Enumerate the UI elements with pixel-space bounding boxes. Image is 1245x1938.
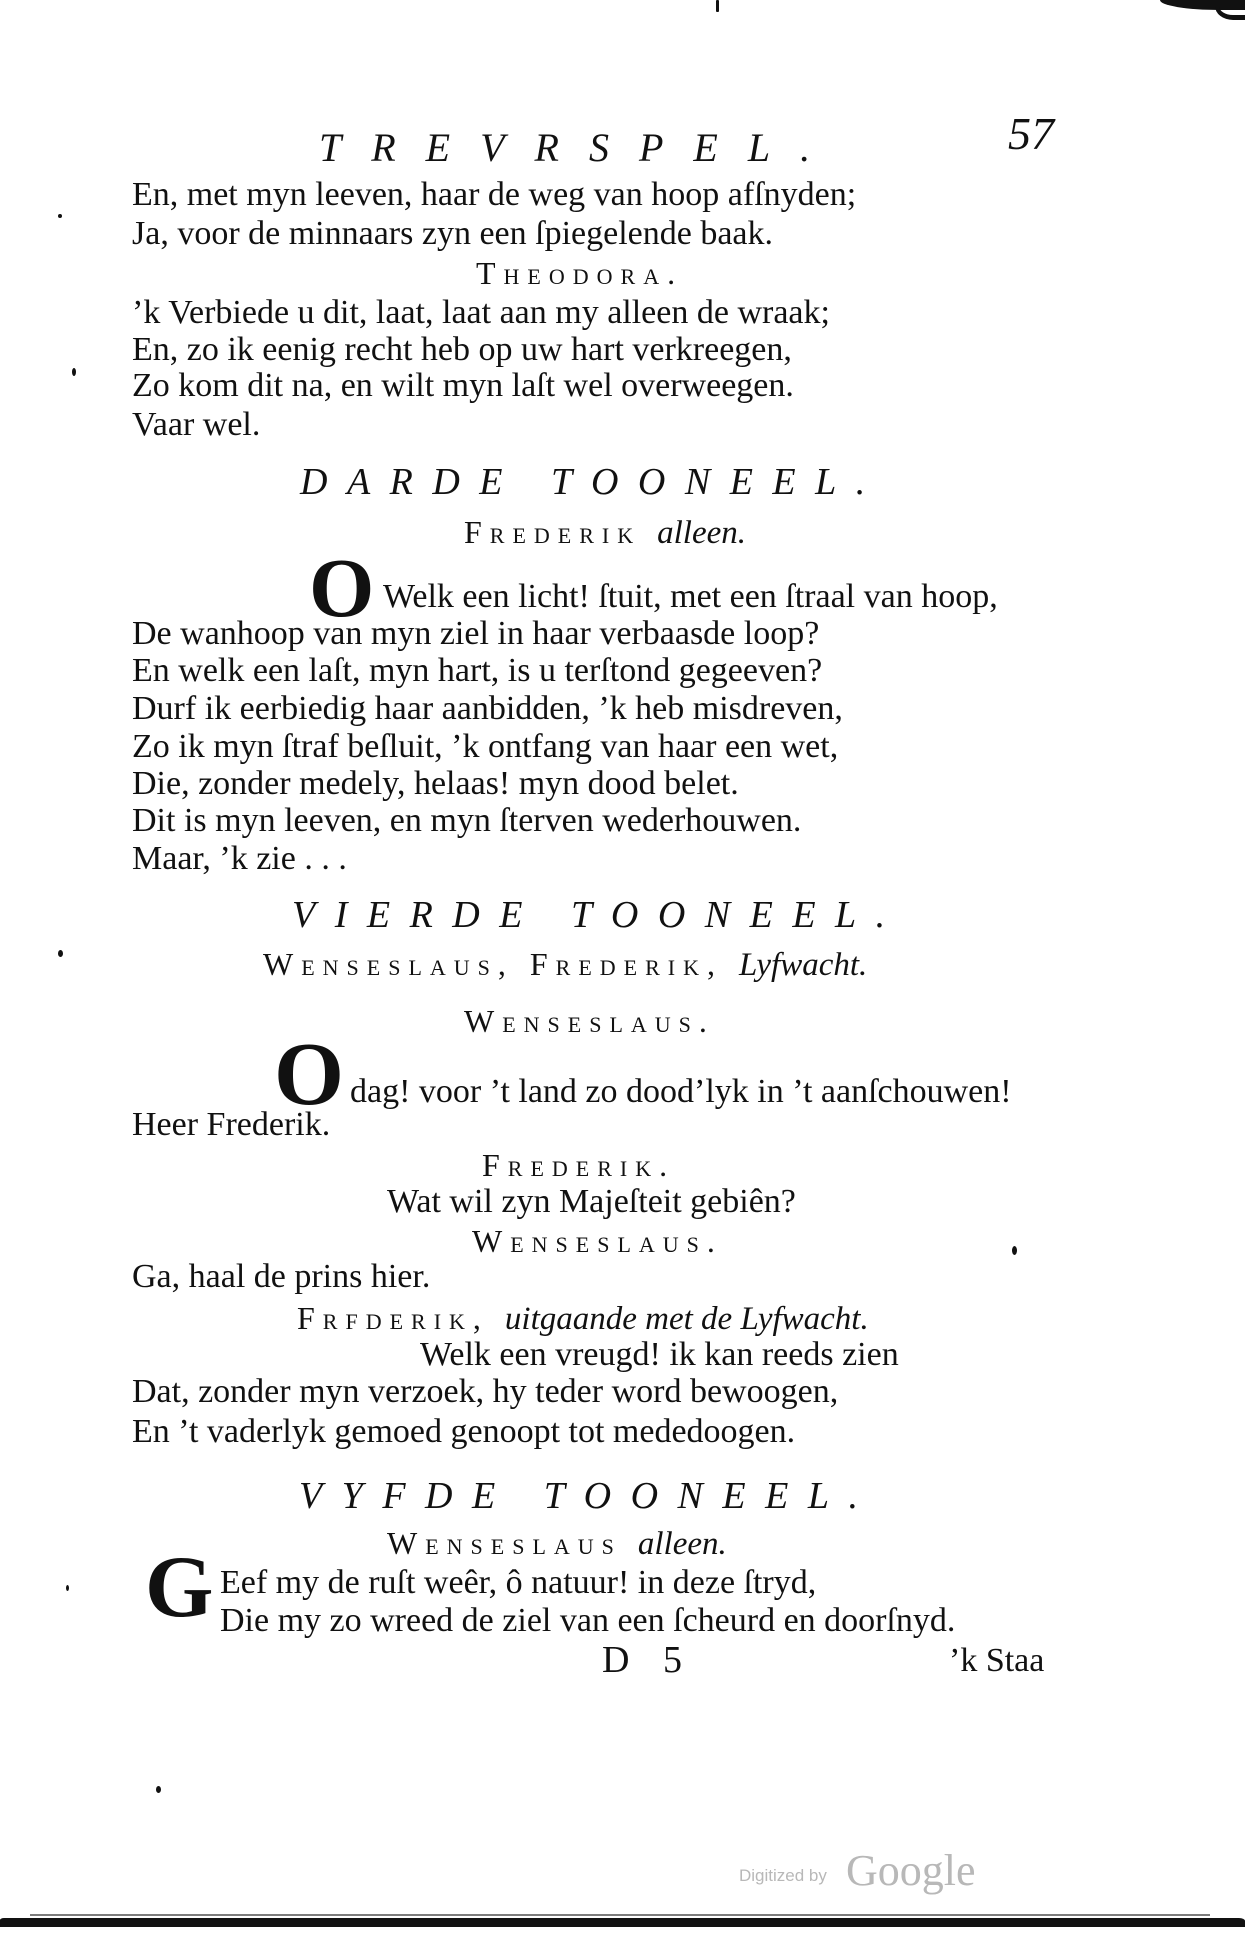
page-edge-border bbox=[0, 1918, 1245, 1927]
verse-line: Vaar wel. bbox=[132, 406, 261, 443]
verse-line: En, zo ik eenig recht heb op uw hart verkreegen, bbox=[132, 331, 792, 368]
speaker-label: Wenseslaus. bbox=[472, 1223, 723, 1259]
watermark-prefix: Digitized by bbox=[739, 1866, 827, 1885]
catchword: ’k Staa bbox=[949, 1642, 1045, 1679]
speaker-line bbox=[464, 512, 746, 553]
speck bbox=[156, 1786, 161, 1793]
verse-line: Die, zonder medely, helaas! myn dood belet. bbox=[132, 765, 739, 802]
verse-line: En, met myn leeven, haar de weg van hoop afſnyden; bbox=[132, 176, 857, 213]
scene-heading: VIERDE TOONEEL. bbox=[292, 894, 905, 936]
speaker-name: Frederik bbox=[464, 514, 642, 550]
speaker-name: Wenseslaus bbox=[387, 1525, 622, 1561]
speck bbox=[58, 214, 62, 218]
speaker-label: Wenseslaus. bbox=[464, 1003, 715, 1039]
verse-line: Heer Frederik. bbox=[132, 1106, 331, 1143]
page-edge-line bbox=[30, 1914, 1210, 1916]
speck bbox=[716, 0, 719, 12]
verse-line: Dat, zonder myn verzoek, hy teder word bewoogen, bbox=[132, 1373, 839, 1410]
speaker-line bbox=[297, 1298, 869, 1339]
stage-direction: alleen. bbox=[657, 515, 747, 551]
verse-line: Maar, ’k zie . . . bbox=[132, 840, 347, 877]
cast-names: Wenseslaus, Frederik, bbox=[263, 946, 724, 982]
speck bbox=[72, 368, 76, 376]
verse-line: Ja, voor de minnaars zyn een ſpiegelende baak. bbox=[132, 215, 774, 252]
verse-line: Welk een licht! ſtuit, met een ſtraal van hoop, bbox=[383, 578, 998, 615]
verse-line: Eef my de ruſt weêr, ô natuur! in deze ſtryd, bbox=[220, 1564, 817, 1601]
stage-direction: alleen. bbox=[637, 1526, 727, 1562]
speaker-line bbox=[387, 1523, 727, 1564]
verse-line: dag! voor ’t land zo dood’lyk in ’t aanſchouwen! bbox=[350, 1073, 1012, 1110]
watermark-brand-logo: Google bbox=[846, 1846, 976, 1895]
verse-line: Dit is myn leeven, en myn ſterven wederhouwen. bbox=[132, 802, 802, 839]
stage-direction: uitgaande met de Lyfwacht. bbox=[504, 1301, 869, 1337]
ink-smudge-curl bbox=[1215, 0, 1245, 20]
drop-cap: O bbox=[274, 1025, 345, 1124]
verse-line: Wat wil zyn Majeſteit gebiên? bbox=[387, 1183, 796, 1220]
scene-heading: DARDE TOONEEL. bbox=[300, 461, 885, 503]
speaker-label: Frederik. bbox=[482, 1147, 676, 1183]
verse-line: Durf ik eerbiedig haar aanbidden, ’k heb misdreven, bbox=[132, 690, 843, 727]
running-head-title: TREVRSPEL. bbox=[319, 125, 841, 170]
speck bbox=[58, 950, 63, 957]
speaker-label: Theodora. bbox=[476, 255, 684, 291]
drop-cap: O bbox=[309, 542, 375, 635]
verse-line: Die my zo wreed de ziel van een ſcheurd en doorſnyd. bbox=[220, 1602, 956, 1639]
speaker-name: Frfderik, bbox=[297, 1300, 489, 1336]
speck bbox=[66, 1585, 69, 1591]
verse-line: De wanhoop van myn ziel in haar verbaasde loop? bbox=[132, 615, 820, 652]
speck bbox=[1012, 1246, 1017, 1255]
drop-cap: G bbox=[145, 1539, 214, 1636]
stage-direction: Lyfwacht. bbox=[739, 947, 868, 983]
page-number: 57 bbox=[1008, 108, 1054, 159]
verse-line: Ga, haal de prins hier. bbox=[132, 1258, 431, 1295]
verse-line: En ’t vaderlyk gemoed genoopt tot mededoogen. bbox=[132, 1413, 796, 1450]
verse-line: Zo ik myn ſtraf beſluit, ’k ontfang van haar een wet, bbox=[132, 728, 839, 765]
verse-line: Zo kom dit na, en wilt myn laſt wel overweegen. bbox=[132, 367, 794, 404]
scene-heading: VYFDE TOONEEL. bbox=[299, 1475, 878, 1517]
verse-line: ’k Verbiede u dit, laat, laat aan my alleen de wraak; bbox=[132, 294, 830, 331]
signature-mark: D 5 bbox=[602, 1639, 694, 1681]
verse-line: Welk een vreugd! ik kan reeds zien bbox=[420, 1336, 899, 1373]
cast-line bbox=[263, 944, 867, 985]
verse-line: En welk een laſt, myn hart, is u terſtond gegeeven? bbox=[132, 652, 823, 689]
